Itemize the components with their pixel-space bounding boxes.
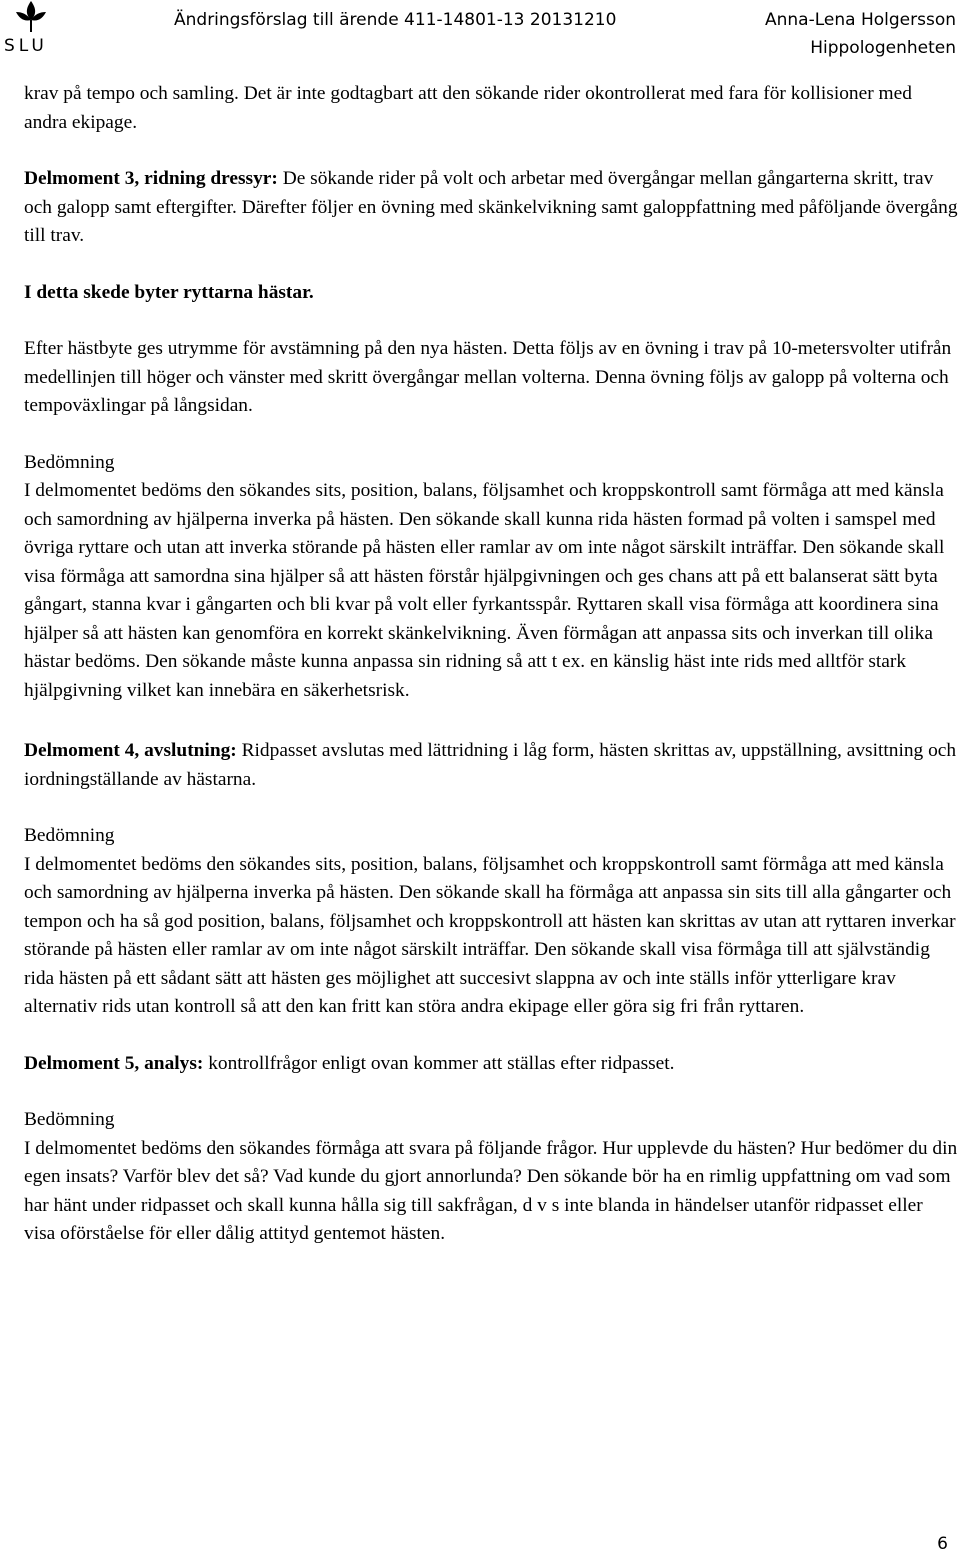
- moment-4-paragraph: [24, 737, 958, 794]
- assessment-text-2: I delmomentet bedöms den sökandes sits, position, balans, följsamhet och kroppskontroll samt förmåga att med känsla och samordning av hjälperna inverka på hästen. Den sökande skall ha förmåga att anpassa sin sits till alla gångarter och tempon och ha så god position, balans, följsamhet och kroppskontroll att hästen kan skrittas av utan att ryttaren inverkar störande på hästen eller ramlar av om inte något särskilt inträffar. Den sökande skall visa förmåga till att självständig rida hästen på ett sådant sätt att hästen ges möjlighet att succesivt slappna av och inte ställs inför ytterligare krav alternativ rids utan kontroll så att den kan fritt kan störa andra ekipage eller göra sig fri från ryttaren.: [24, 853, 956, 1017]
- assessment-text-1: I delmomentet bedöms den sökandes sits, position, balans, följsamhet och kroppskontroll samt förmåga att med känsla och samordning av hjälperna inverka på hästen. Den sökande skall kunna rida hästen formad på volten i samspel med övriga ryttare och utan att inverka störande på hästen eller ramlar av om inte något särskilt inträffar. Den sökande skall visa förmåga att samordna sina hjälper så att hästen förstår hjälpgivningen och ges chans att på ett balanserat sätt byta gångart, stanna kvar i gångarten och bli kvar på volt eller fyrkantsspår. Ryttaren skall visa förmåga att koordinera sina hjälper så att hästen kan genomföra en korrekt skänkelvikning. Även förmågan att anpassa sits och inverkan till olika hästar bedöms. Den sökande måste kunna anpassa sin ridning så att t ex. en känslig häst inte rids med alltför stark hjälpgivning vilket kan innebära en säkerhetsrisk.: [24, 480, 945, 701]
- horse-swap-note: I detta skede byter ryttarna hästar.: [24, 281, 314, 303]
- leaf-logo-icon: [14, 0, 48, 34]
- document-body: [24, 80, 958, 1249]
- assessment-text-3: I delmomentet bedöms den sökandes förmåga att svara på följande frågor. Hur upplevde du hästen? Hur bedömer du din egen insats? Varför blev det så? Vad kunde du gjort annorlunda? Den sökande bör ha en rimlig uppfattning om vad som har hänt under ridpasset och skall kunna hålla sig till sakfrågan, d v s inte blanda in händelser utanför ridpasset eller visa oförståelse för eller dålig attityd gentemot hästen.: [24, 1137, 958, 1244]
- moment-3-paragraph: [24, 165, 958, 251]
- page-header: [0, 0, 960, 62]
- assessment-heading-3: Bedömning: [24, 1109, 115, 1130]
- logo-text: SLU: [4, 36, 48, 56]
- assessment-heading-2: Bedömning: [24, 825, 115, 846]
- header-author: Anna-Lena Holgersson: [765, 10, 956, 30]
- moment-5-text: kontrollfrågor enligt ovan kommer att ställas efter ridpasset.: [203, 1052, 675, 1074]
- moment-4-text: Ridpasset avslutas med lättridning i låg form, hästen skrittas av, uppställning, avsittning och iordningställande av hästarna.: [24, 740, 957, 790]
- header-department: Hippologenheten: [810, 38, 956, 58]
- intro-paragraph: krav på tempo och samling. Det är inte godtagbart att den sökande rider okontrollerat med fara för kollisioner med andra ekipage.: [24, 83, 912, 133]
- moment-5-label: Delmoment 5, analys:: [24, 1052, 204, 1074]
- header-title: Ändringsförslag till ärende 411-14801-13 20131210: [174, 10, 617, 30]
- moment-3-text: De sökande rider på volt och arbetar med övergångar mellan gångarterna skritt, trav och galopp samt eftergifter. Därefter följer en övning med skänkelvikning samt galoppfattning med påföljande övergång till trav.: [24, 168, 958, 246]
- page-number: 6: [937, 1534, 948, 1554]
- moment-5-paragraph: [24, 1050, 958, 1079]
- slu-logo: [4, 0, 58, 60]
- after-swap-paragraph: Efter hästbyte ges utrymme för avstämning på den nya hästen. Detta följs av en övning i trav på 10-metersvolter utifrån medellinjen till höger och vänster med skritt övergångar mellan volterna. Denna övning följs av galopp på volterna och tempoväxlingar på långsidan.: [24, 338, 952, 416]
- moment-3-label: Delmoment 3, ridning dressyr:: [24, 168, 278, 189]
- assessment-heading-1: Bedömning: [24, 451, 115, 473]
- moment-4-label: Delmoment 4, avslutning:: [24, 740, 237, 761]
